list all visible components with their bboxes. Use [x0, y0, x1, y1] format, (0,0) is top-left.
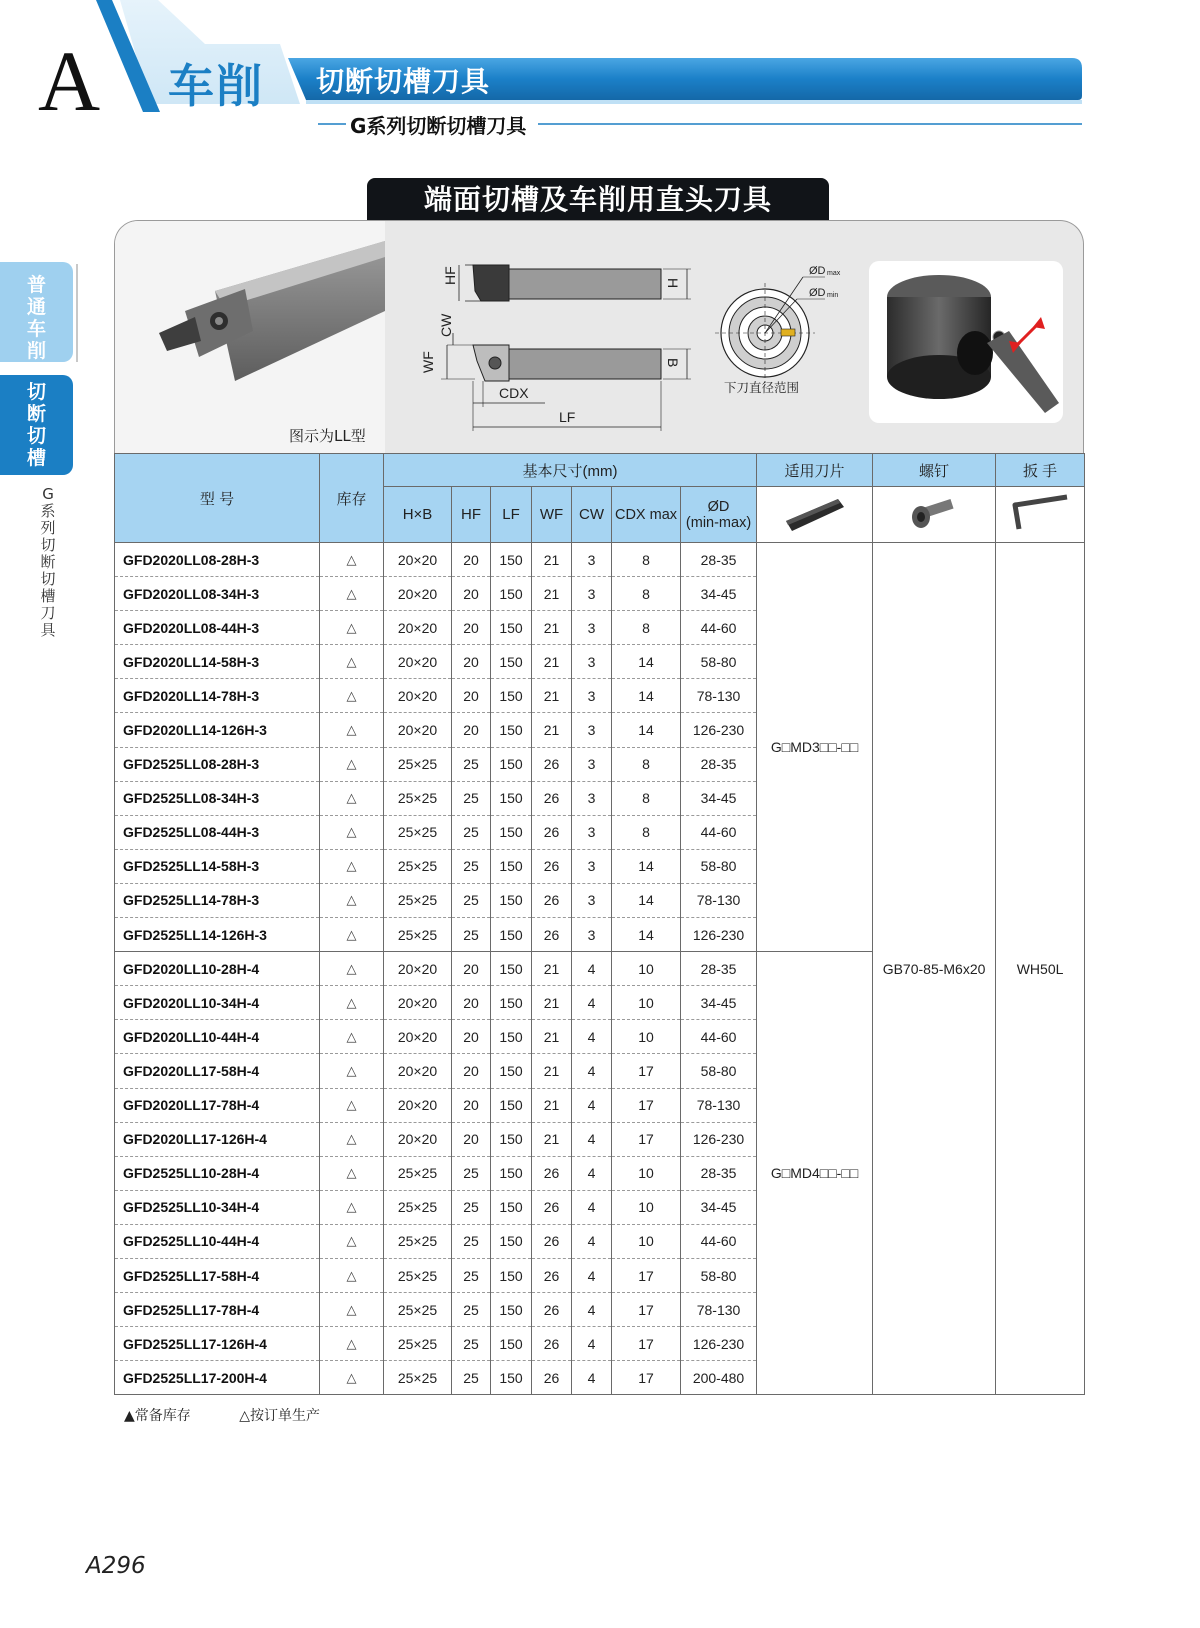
hf-cell: 20: [452, 645, 491, 679]
hf-cell: 25: [452, 849, 491, 883]
dim-label-cw: CW: [438, 313, 454, 337]
hf-cell: 20: [452, 952, 491, 986]
cdx-cell: 17: [612, 1327, 681, 1361]
insert-cell: G□MD4□□-□□: [757, 952, 873, 1395]
stock-cell: △: [320, 1258, 384, 1292]
cw-cell: 3: [572, 849, 612, 883]
wf-cell: 21: [532, 1020, 572, 1054]
hxb-cell: 20×20: [384, 952, 452, 986]
model-cell: GFD2525LL17-78H-4: [115, 1293, 320, 1327]
od-range-cell: 28-35: [681, 747, 757, 781]
cdx-cell: 17: [612, 1258, 681, 1292]
lf-cell: 150: [491, 543, 532, 577]
hxb-cell: 20×20: [384, 986, 452, 1020]
vertical-char: 切: [40, 536, 56, 554]
series-subtitle: G系列切断切槽刀具: [346, 110, 530, 139]
cw-cell: 4: [572, 1258, 612, 1292]
lf-cell: 150: [491, 883, 532, 917]
hxb-cell: 20×20: [384, 611, 452, 645]
cdx-cell: 14: [612, 849, 681, 883]
cw-cell: 3: [572, 645, 612, 679]
vertical-char: G: [42, 485, 54, 503]
hxb-cell: 20×20: [384, 713, 452, 747]
cw-cell: 3: [572, 918, 612, 952]
model-cell: GFD2525LL14-126H-3: [115, 918, 320, 952]
hxb-cell: 25×25: [384, 1224, 452, 1258]
wf-cell: 21: [532, 986, 572, 1020]
dim-label-b: B: [665, 358, 681, 368]
cdx-cell: 17: [612, 1122, 681, 1156]
side-tab-char: 通: [26, 296, 46, 318]
cw-cell: 4: [572, 1020, 612, 1054]
model-cell: GFD2525LL10-28H-4: [115, 1156, 320, 1190]
header-od-range: (min-max): [685, 514, 752, 531]
cw-cell: 4: [572, 1156, 612, 1190]
hf-cell: 25: [452, 1327, 491, 1361]
lf-cell: 150: [491, 952, 532, 986]
hxb-cell: 25×25: [384, 747, 452, 781]
spec-table-body: [115, 543, 1085, 1395]
cdx-cell: 14: [612, 883, 681, 917]
hf-cell: 20: [452, 679, 491, 713]
stock-cell: △: [320, 611, 384, 645]
header-cw: CW: [572, 487, 612, 543]
side-tab-char: 削: [26, 340, 46, 362]
cdx-cell: 10: [612, 1190, 681, 1224]
cdx-cell: 8: [612, 781, 681, 815]
cdx-cell: 8: [612, 747, 681, 781]
hxb-cell: 20×20: [384, 1020, 452, 1054]
cw-cell: 4: [572, 986, 612, 1020]
hf-cell: 25: [452, 1258, 491, 1292]
cw-cell: 4: [572, 952, 612, 986]
cw-cell: 3: [572, 815, 612, 849]
vertical-char: 断: [40, 553, 56, 571]
stock-cell: △: [320, 713, 384, 747]
hf-cell: 20: [452, 543, 491, 577]
hxb-cell: 25×25: [384, 1190, 452, 1224]
stock-cell: △: [320, 1156, 384, 1190]
wf-cell: 21: [532, 1054, 572, 1088]
wf-cell: 21: [532, 1088, 572, 1122]
cdx-cell: 17: [612, 1361, 681, 1395]
side-tab-char: 切: [26, 425, 46, 447]
insert-clamp-image: [869, 261, 1063, 423]
wf-cell: 21: [532, 952, 572, 986]
header-model: 型 号: [115, 454, 320, 543]
lf-cell: 150: [491, 713, 532, 747]
vertical-char: 刀: [40, 604, 56, 622]
chapter-letter: A: [38, 33, 101, 129]
lf-cell: 150: [491, 1156, 532, 1190]
cw-cell: 3: [572, 713, 612, 747]
od-range-cell: 44-60: [681, 1224, 757, 1258]
header-hxb: H×B: [384, 487, 452, 543]
model-cell: GFD2525LL17-200H-4: [115, 1361, 320, 1395]
hxb-cell: 25×25: [384, 883, 452, 917]
hxb-cell: 25×25: [384, 849, 452, 883]
category-title: 切断切槽刀具: [316, 65, 491, 98]
od-range-cell: 58-80: [681, 1258, 757, 1292]
dim-label-lf: LF: [559, 409, 576, 425]
hxb-cell: 20×20: [384, 1054, 452, 1088]
cw-cell: 4: [572, 1190, 612, 1224]
hf-cell: 25: [452, 918, 491, 952]
hf-cell: 25: [452, 1224, 491, 1258]
hxb-cell: 25×25: [384, 1361, 452, 1395]
model-cell: GFD2525LL10-34H-4: [115, 1190, 320, 1224]
hf-cell: 25: [452, 1293, 491, 1327]
dim-label-h: H: [665, 278, 681, 289]
lf-cell: 150: [491, 849, 532, 883]
hf-cell: 20: [452, 986, 491, 1020]
vertical-char: 具: [40, 621, 56, 639]
cw-cell: 4: [572, 1293, 612, 1327]
stock-cell: △: [320, 849, 384, 883]
stock-cell: △: [320, 781, 384, 815]
od-range-cell: 78-130: [681, 1088, 757, 1122]
stock-cell: △: [320, 883, 384, 917]
lf-cell: 150: [491, 645, 532, 679]
cdx-cell: 10: [612, 1020, 681, 1054]
model-cell: GFD2020LL08-34H-3: [115, 577, 320, 611]
legend-standard-stock: ▲常备库存: [124, 1408, 191, 1424]
dim-label-hf: HF: [442, 266, 458, 285]
wf-cell: 26: [532, 849, 572, 883]
wf-cell: 26: [532, 1258, 572, 1292]
hxb-cell: 20×20: [384, 543, 452, 577]
lf-cell: 150: [491, 918, 532, 952]
hf-cell: 20: [452, 577, 491, 611]
lf-cell: 150: [491, 1327, 532, 1361]
model-cell: GFD2020LL17-58H-4: [115, 1054, 320, 1088]
wf-cell: 26: [532, 1224, 572, 1258]
model-cell: GFD2020LL14-126H-3: [115, 713, 320, 747]
od-range-cell: 44-60: [681, 611, 757, 645]
od-range-cell: 44-60: [681, 815, 757, 849]
lf-cell: 150: [491, 1122, 532, 1156]
stock-cell: △: [320, 645, 384, 679]
stock-legend: [124, 1405, 364, 1425]
cw-cell: 4: [572, 1054, 612, 1088]
model-cell: GFD2525LL14-78H-3: [115, 883, 320, 917]
header-stock: 库存: [320, 454, 384, 543]
hf-cell: 25: [452, 781, 491, 815]
wf-cell: 26: [532, 781, 572, 815]
side-tab-char: 断: [26, 403, 46, 425]
cw-cell: 3: [572, 577, 612, 611]
header-od-label: ØD: [707, 498, 730, 515]
cw-cell: 4: [572, 1088, 612, 1122]
lf-cell: 150: [491, 986, 532, 1020]
header-lf: LF: [491, 487, 532, 543]
side-tab-char: 槽: [26, 447, 46, 469]
spec-table: [114, 453, 1085, 1395]
od-range-cell: 78-130: [681, 883, 757, 917]
wf-cell: 21: [532, 645, 572, 679]
wf-cell: 26: [532, 918, 572, 952]
cdx-cell: 14: [612, 679, 681, 713]
dim-label-dmin: ØD: [809, 287, 826, 299]
od-range-cell: 34-45: [681, 781, 757, 815]
model-cell: GFD2020LL08-44H-3: [115, 611, 320, 645]
stock-cell: △: [320, 1361, 384, 1395]
insert-icon: [757, 487, 873, 543]
od-range-cell: 34-45: [681, 577, 757, 611]
stock-cell: △: [320, 1190, 384, 1224]
wf-cell: 26: [532, 1190, 572, 1224]
stock-cell: △: [320, 679, 384, 713]
cdx-cell: 8: [612, 611, 681, 645]
od-range-cell: 34-45: [681, 986, 757, 1020]
side-tab-parting-grooving[interactable]: [0, 375, 73, 475]
hf-cell: 20: [452, 611, 491, 645]
model-cell: GFD2020LL10-44H-4: [115, 1020, 320, 1054]
cdx-cell: 14: [612, 645, 681, 679]
product-heading: 端面切槽及车削用直头刀具: [367, 178, 829, 221]
lf-cell: 150: [491, 1020, 532, 1054]
wf-cell: 21: [532, 679, 572, 713]
cw-cell: 3: [572, 747, 612, 781]
dim-label-cdx: CDX: [499, 385, 529, 401]
section-title: 车削: [168, 59, 264, 113]
lf-cell: 150: [491, 1293, 532, 1327]
header-insert: 适用刀片: [757, 454, 873, 487]
cdx-cell: 14: [612, 918, 681, 952]
stock-cell: △: [320, 543, 384, 577]
vertical-char: 切: [40, 570, 56, 588]
cw-cell: 4: [572, 1327, 612, 1361]
od-range-cell: 58-80: [681, 1054, 757, 1088]
model-cell: GFD2020LL10-34H-4: [115, 986, 320, 1020]
screw-cell: GB70-85-M6x20: [873, 543, 996, 1395]
od-range-cell: 28-35: [681, 1156, 757, 1190]
wf-cell: 26: [532, 815, 572, 849]
model-cell: GFD2525LL10-44H-4: [115, 1224, 320, 1258]
wf-cell: 26: [532, 1156, 572, 1190]
od-range-cell: 126-230: [681, 713, 757, 747]
hxb-cell: 25×25: [384, 781, 452, 815]
od-range-cell: 58-80: [681, 645, 757, 679]
side-tab-divider: [76, 264, 78, 362]
wf-cell: 21: [532, 577, 572, 611]
cw-cell: 3: [572, 679, 612, 713]
wf-cell: 21: [532, 543, 572, 577]
product-figure-panel: [114, 220, 1084, 453]
stock-cell: △: [320, 918, 384, 952]
cdx-cell: 10: [612, 1156, 681, 1190]
lf-cell: 150: [491, 611, 532, 645]
model-cell: GFD2020LL17-78H-4: [115, 1088, 320, 1122]
cdx-cell: 10: [612, 952, 681, 986]
side-tab-general-turning[interactable]: [0, 262, 73, 362]
model-cell: GFD2525LL14-58H-3: [115, 849, 320, 883]
hxb-cell: 20×20: [384, 577, 452, 611]
hxb-cell: 20×20: [384, 679, 452, 713]
model-cell: GFD2020LL14-58H-3: [115, 645, 320, 679]
cdx-cell: 8: [612, 815, 681, 849]
hex-wrench-icon: [996, 487, 1085, 543]
figure-caption: 图示为LL型: [289, 427, 366, 445]
model-cell: GFD2525LL08-28H-3: [115, 747, 320, 781]
header-wrench: 扳 手: [996, 454, 1085, 487]
lf-cell: 150: [491, 1258, 532, 1292]
legend-made-to-order: △按订单生产: [239, 1408, 321, 1424]
stock-cell: △: [320, 1224, 384, 1258]
dim-label-wf: WF: [420, 351, 436, 373]
lf-cell: 150: [491, 781, 532, 815]
lf-cell: 150: [491, 1054, 532, 1088]
hf-cell: 20: [452, 1054, 491, 1088]
cdx-cell: 8: [612, 577, 681, 611]
od-range-cell: 126-230: [681, 1327, 757, 1361]
wf-cell: 26: [532, 1361, 572, 1395]
cw-cell: 4: [572, 1224, 612, 1258]
od-range-cell: 34-45: [681, 1190, 757, 1224]
tool-photo-area: [115, 221, 385, 453]
side-vertical-label: [38, 486, 58, 639]
side-tab-char: 切: [26, 381, 46, 403]
header-screw: 螺钉: [873, 454, 996, 487]
side-tab-char: 普: [26, 274, 46, 296]
model-cell: GFD2525LL17-58H-4: [115, 1258, 320, 1292]
cw-cell: 3: [572, 781, 612, 815]
header-cdx-max: CDX max: [612, 487, 681, 543]
od-range-cell: 200-480: [681, 1361, 757, 1395]
header-wf: WF: [532, 487, 572, 543]
hxb-cell: 25×25: [384, 815, 452, 849]
cw-cell: 4: [572, 1122, 612, 1156]
header-basic-dimensions: 基本尺寸(mm): [384, 454, 757, 487]
lf-cell: 150: [491, 815, 532, 849]
header-hf: HF: [452, 487, 491, 543]
dim-label-dmax: ØD: [809, 265, 826, 277]
cdx-cell: 10: [612, 986, 681, 1020]
model-cell: GFD2020LL08-28H-3: [115, 543, 320, 577]
side-tab-char: 车: [26, 318, 46, 340]
cw-cell: 3: [572, 883, 612, 917]
model-cell: GFD2020LL17-126H-4: [115, 1122, 320, 1156]
stock-cell: △: [320, 1122, 384, 1156]
table-row: [115, 543, 1085, 577]
cdx-cell: 10: [612, 1224, 681, 1258]
od-range-cell: 78-130: [681, 1293, 757, 1327]
hf-cell: 20: [452, 1122, 491, 1156]
vertical-char: 列: [40, 519, 56, 537]
cdx-cell: 14: [612, 713, 681, 747]
stock-cell: △: [320, 1327, 384, 1361]
hf-cell: 25: [452, 1190, 491, 1224]
stock-cell: △: [320, 952, 384, 986]
cw-cell: 4: [572, 1361, 612, 1395]
wf-cell: 26: [532, 1293, 572, 1327]
od-range-cell: 78-130: [681, 679, 757, 713]
hxb-cell: 20×20: [384, 1122, 452, 1156]
od-range-cell: 28-35: [681, 543, 757, 577]
screw-icon: [873, 487, 996, 543]
cdx-cell: 17: [612, 1088, 681, 1122]
stock-cell: △: [320, 577, 384, 611]
model-cell: GFD2525LL08-44H-3: [115, 815, 320, 849]
hxb-cell: 25×25: [384, 1327, 452, 1361]
wrench-usage-photo: [869, 261, 1063, 423]
stock-cell: △: [320, 1054, 384, 1088]
cw-cell: 3: [572, 611, 612, 645]
insert-cell: G□MD3□□-□□: [757, 543, 873, 952]
hxb-cell: 20×20: [384, 1088, 452, 1122]
vertical-char: 系: [40, 502, 56, 520]
page-number: A296: [86, 1553, 146, 1579]
hxb-cell: 25×25: [384, 1293, 452, 1327]
wf-cell: 26: [532, 1327, 572, 1361]
lf-cell: 150: [491, 1224, 532, 1258]
stock-cell: △: [320, 1020, 384, 1054]
stock-cell: △: [320, 1088, 384, 1122]
cw-cell: 3: [572, 543, 612, 577]
lf-cell: 150: [491, 679, 532, 713]
hxb-cell: 20×20: [384, 645, 452, 679]
lf-cell: 150: [491, 1190, 532, 1224]
hxb-cell: 25×25: [384, 1156, 452, 1190]
hf-cell: 25: [452, 1361, 491, 1395]
od-range-cell: 58-80: [681, 849, 757, 883]
hf-cell: 20: [452, 1088, 491, 1122]
stock-cell: △: [320, 1293, 384, 1327]
stock-cell: △: [320, 986, 384, 1020]
stock-cell: △: [320, 747, 384, 781]
lf-cell: 150: [491, 1361, 532, 1395]
dim-label-dmax-sub: max: [827, 270, 841, 277]
wf-cell: 21: [532, 611, 572, 645]
hf-cell: 25: [452, 815, 491, 849]
dim-label-dmin-sub: min: [827, 292, 839, 299]
diameter-range-label: 下刀直径范围: [724, 380, 800, 395]
wf-cell: 26: [532, 747, 572, 781]
hf-cell: 25: [452, 1156, 491, 1190]
hxb-cell: 25×25: [384, 1258, 452, 1292]
od-range-cell: 28-35: [681, 952, 757, 986]
hf-cell: 20: [452, 1020, 491, 1054]
cdx-cell: 17: [612, 1054, 681, 1088]
wf-cell: 21: [532, 1122, 572, 1156]
od-range-cell: 126-230: [681, 1122, 757, 1156]
od-range-cell: 126-230: [681, 918, 757, 952]
tool-holder-image: [115, 221, 385, 421]
vertical-char: 槽: [40, 587, 56, 605]
lf-cell: 150: [491, 1088, 532, 1122]
hxb-cell: 25×25: [384, 918, 452, 952]
model-cell: GFD2525LL08-34H-3: [115, 781, 320, 815]
wf-cell: 21: [532, 713, 572, 747]
model-cell: GFD2525LL17-126H-4: [115, 1327, 320, 1361]
hf-cell: 25: [452, 883, 491, 917]
wf-cell: 26: [532, 883, 572, 917]
cdx-cell: 17: [612, 1293, 681, 1327]
header-od: [681, 487, 757, 543]
model-cell: GFD2020LL10-28H-4: [115, 952, 320, 986]
hf-cell: 25: [452, 747, 491, 781]
lf-cell: 150: [491, 747, 532, 781]
lf-cell: 150: [491, 577, 532, 611]
model-cell: GFD2020LL14-78H-3: [115, 679, 320, 713]
hf-cell: 20: [452, 713, 491, 747]
cdx-cell: 8: [612, 543, 681, 577]
od-range-cell: 44-60: [681, 1020, 757, 1054]
wrench-cell: WH50L: [996, 543, 1085, 1395]
stock-cell: △: [320, 815, 384, 849]
